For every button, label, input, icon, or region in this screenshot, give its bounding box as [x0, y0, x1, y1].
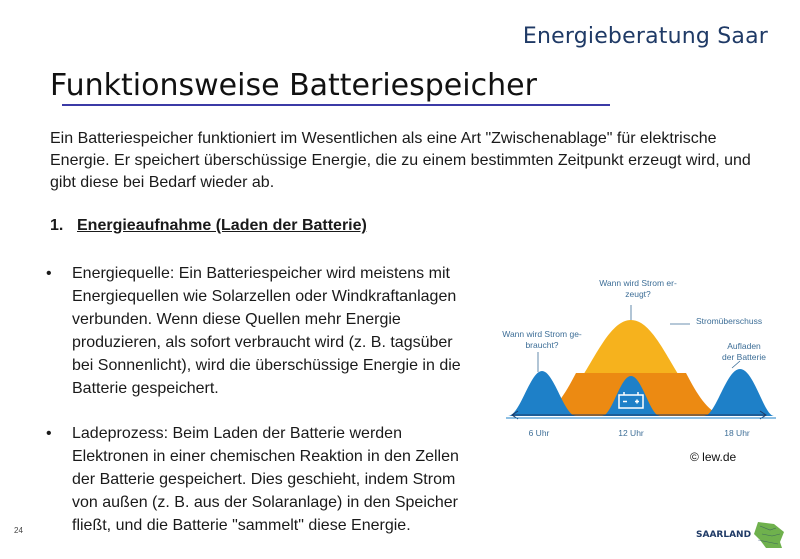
list-item: [46, 262, 478, 400]
bullet-text: Energiequelle: Ein Batteriespeicher wird meistens mit Energiequellen wie Solarzellen oder Windkraftanlagen verbunden. Wenn diese Quellen mehr Energie produzieren, als sofort verbraucht wird (z. B. tagsüber bei Sonnenlicht), wird die überschüssige Energie in die Batterie gespeichert.: [72, 265, 461, 397]
charging-label-line1: Aufladen: [727, 341, 761, 351]
time-label-6: 6 Uhr: [528, 428, 550, 438]
surplus-label: Stromüberschuss: [696, 316, 763, 326]
bullet-list: [46, 262, 478, 559]
section-heading-text: Energieaufnahme (Laden der Batterie): [77, 217, 367, 234]
time-label-18: 18 Uhr: [724, 428, 750, 438]
generation-question-line1: Wann wird Strom er-: [599, 278, 677, 288]
title-underline: [62, 104, 610, 106]
time-label-12: 12 Uhr: [618, 428, 644, 438]
bullet-text: Ladeprozess: Beim Laden der Batterie werden Elektronen in einer chemischen Reaktion in den Zellen der Batterie gespeichert. Dies geschieht, indem Strom von außen (z. B. aus der Solaranlage) in den Speicher fließt, und die Batterie "sammelt" diese Energie.: [72, 425, 459, 534]
saarland-logo-text: SAARLAND: [696, 530, 752, 540]
page-title: Funktionsweise Batteriespeicher: [50, 68, 537, 103]
page-number: 24: [14, 526, 23, 535]
consumption-question-line1: Wann wird Strom ge-: [502, 329, 582, 339]
consumption-curve-evening: [704, 369, 774, 416]
list-item: [46, 422, 478, 537]
consumption-question-line2: braucht?: [525, 340, 559, 350]
bullet-marker: •: [46, 425, 52, 442]
battery-storage-diagram: [490, 268, 780, 446]
image-credit: © lew.de: [690, 450, 737, 464]
brand-logo-text: Energieberatung Saar: [522, 24, 768, 49]
bullet-marker: •: [46, 265, 52, 282]
intro-paragraph: Ein Batteriespeicher funktioniert im Wesentlichen als eine Art "Zwischenablage" für elektrische Energie. Er speichert überschüssige Energie, die zu einem bestimmten Zeitpunkt erzeugt wird, und gibt diese bei Bedarf wieder ab.: [50, 130, 751, 191]
saarland-logo: [696, 520, 786, 550]
diagram-svg: [490, 268, 780, 446]
section-heading: [50, 217, 367, 235]
generation-question-line2: zeugt?: [625, 289, 651, 299]
section-number: 1.: [50, 217, 64, 234]
charging-label-line2: der Batterie: [722, 352, 766, 362]
state-map-icon: [696, 520, 786, 550]
